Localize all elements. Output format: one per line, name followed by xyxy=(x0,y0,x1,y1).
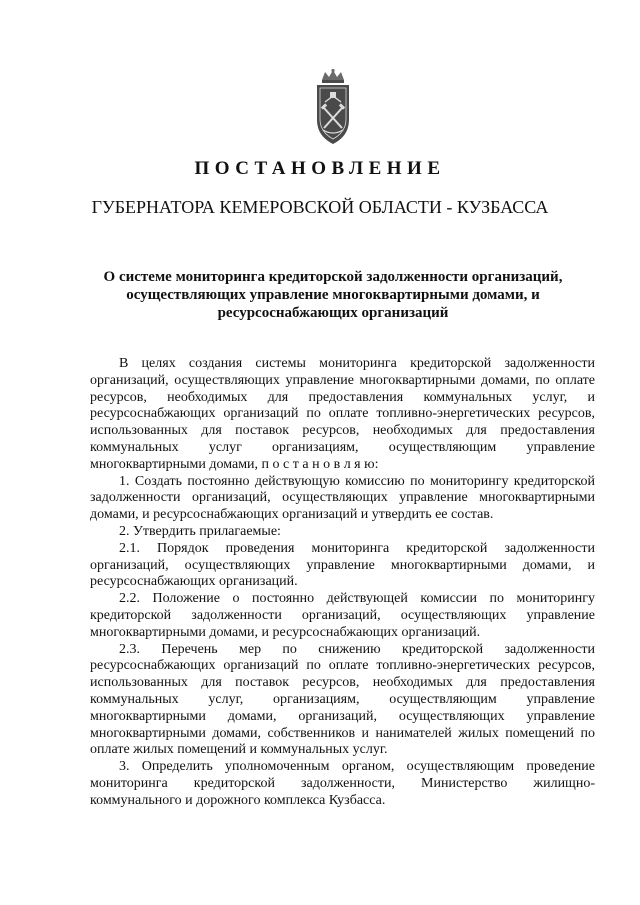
clause-3-paragraph: 3. Определить уполномоченным органом, осуществляющим проведение мониторинга кредиторской задолженности, Министерство жилищно-коммунального и дорожного комплекса Кузбасса. xyxy=(90,759,595,808)
document-type-heading: ПОСТАНОВЛЕНИЕ xyxy=(194,158,446,179)
clause-2-1-paragraph: 2.1. Порядок проведения мониторинга кредиторской задолженности организаций, осуществляющих управление многоквартирными домами, и ресурсоснабжающих организаций. xyxy=(90,540,595,590)
document-body xyxy=(90,356,595,810)
preamble-paragraph: В целях создания системы мониторинга кредиторской задолженности организаций, осуществляющих управление многоквартирными домами, по оплате ресурсов, необходимых для предоставления коммунальных услуг, и ресурсоснабжающих организаций по оплате топливно-энергетических ресурсов, использованных для поставок ресурсов, необходимых для предоставления коммунальных услуг организациям, осуществляющим управление многоквартирными домами, п о с т а н о в л я ю: xyxy=(90,356,595,472)
resolution-title: О системе мониторинга кредиторской задолженности организаций, осуществляющих управление многоквартирными домами, и ресурсоснабжающих организаций xyxy=(103,269,563,321)
clause-2-2-paragraph: 2.2. Положение о постоянно действующей комиссии по мониторингу кредиторской задолженности организаций, осуществляющих управление многоквартирными домами, и ресурсоснабжающих организаций. xyxy=(90,591,595,640)
issuer-heading: ГУБЕРНАТОРА КЕМЕРОВСКОЙ ОБЛАСТИ - КУЗБАССА xyxy=(91,197,549,217)
clause-1-paragraph: 1. Создать постоянно действующую комиссию по мониторингу кредиторской задолженности организаций, осуществляющих управление многоквартирными домами, и ресурсоснабжающих организаций и утвердить ее состав. xyxy=(90,473,595,523)
kuzbass-coat-of-arms-icon xyxy=(313,68,353,146)
clause-2-3-paragraph: 2.3. Перечень мер по снижению кредиторской задолженности ресурсоснабжающих организаций по оплате топливно-энергетических ресурсов, использованных для поставок ресурсов, необходимых для предоставления коммунальных услуг, организациям, осуществляющим управление многоквартирными домами, организаций, осуществляющих управление многоквартирными домами, собственников и нанимателей жилых помещений по оплате жилых помещений и коммунальных услуг. xyxy=(90,641,595,758)
clause-2-paragraph: 2. Утвердить прилагаемые: xyxy=(119,523,281,539)
